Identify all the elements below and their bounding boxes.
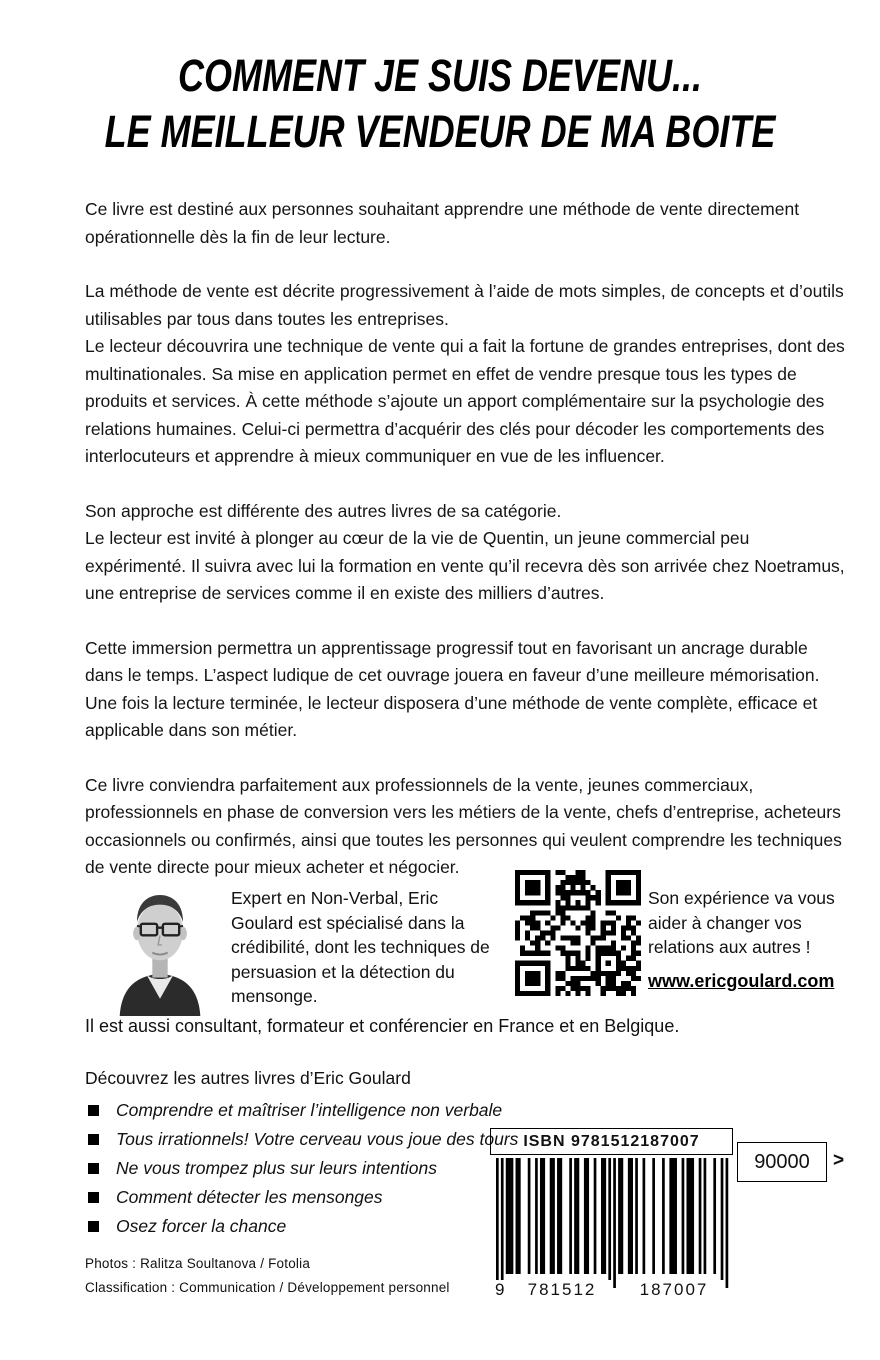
isbn-label: ISBN 9781512187007 <box>490 1128 733 1155</box>
book-title-item: Tous irrationnels! Votre cerveau vous joue des tours <box>116 1129 519 1149</box>
bullet-square-icon <box>88 1221 99 1232</box>
bullet-square-icon <box>88 1163 99 1174</box>
ean-digit-group: 187007 <box>624 1280 724 1300</box>
barcode-area <box>490 1128 855 1323</box>
credits <box>85 1252 450 1300</box>
ean-digit-group: 781512 <box>512 1280 612 1300</box>
other-books-heading: Découvrez les autres livres d’Eric Goulard <box>85 1068 411 1088</box>
synopsis <box>85 196 847 882</box>
list-item <box>88 1212 518 1241</box>
bullet-square-icon <box>88 1192 99 1203</box>
synopsis-paragraph: Le lecteur est invité à plonger au cœur de la vie de Quentin, un jeune commercial peu expérimenté. Il suivra avec lui la formation en vente qu’il recevra dès son arrivée chez Noetramus, une entreprise de services comme il en existe des milliers d’autres. <box>85 528 845 603</box>
ean-digit-group: 9 <box>495 1280 505 1299</box>
synopsis-paragraph: Ce livre est destiné aux personnes souhaitant apprendre une méthode de vente directement opérationnelle dès la fin de leur lecture. <box>85 199 800 247</box>
synopsis-paragraph: Cette immersion permettra un apprentissage progressif tout en favorisant un ancrage durable dans le temps. L’aspect ludique de cet ouvrage jouera en faveur d’une meilleure mémorisation. Une fois la lecture terminée, le lecteur disposera d’une méthode de vente complète, efficace et applicable dans son métier. <box>85 637 820 740</box>
author-bio: Expert en Non-Verbal, Eric Goulard est spécialisé dans la crédibilité, dont les techniques de persuasion et la détection du mensonge. <box>231 888 490 1006</box>
price-arrow: > <box>833 1150 845 1171</box>
title-line-2: LE MEILLEUR VENDEUR DE MA BOITE <box>104 106 776 157</box>
website-link[interactable]: www.ericgoulard.com <box>648 970 835 991</box>
synopsis-paragraph: Ce livre conviendra parfaitement aux professionnels de la vente, jeunes commerciaux, professionnels en phase de conversion vers les métiers de la vente, chefs d’entreprise, acheteurs occasionnels ou confirmés, ainsi que toutes les personnes qui veulent comprendre les techniques de vente directe pour mieux acheter et négocier. <box>85 774 842 877</box>
classification: Classification : Communication / Développement personnel <box>85 1280 450 1295</box>
list-item <box>88 1125 518 1154</box>
price-code-box: 90000 <box>737 1142 827 1182</box>
synopsis-paragraph: Son approche est différente des autres livres de sa catégorie. <box>85 500 562 521</box>
qr-caption: Son expérience va vous aider à changer vos relations aux autres ! <box>648 888 835 957</box>
list-item <box>88 1096 518 1125</box>
author-section <box>0 870 880 1030</box>
qr-caption-block <box>648 886 853 993</box>
title-line-1: COMMENT JE SUIS DEVENU... <box>177 50 703 101</box>
book-title-item: Comprendre et maîtriser l’intelligence non verbale <box>116 1100 503 1120</box>
synopsis-paragraph: Le lecteur découvrira une technique de vente qui a fait la fortune de grandes entreprises, dont des multinationales. Sa mise en application permet en effet de vendre presque tous les types de produits et services. À cette méthode s’ajoute un apport complémentaire sur la psychologie des relations humaines. Celui-ci permettra d’acquérir des clés pour décoder les comportements des interlocuteurs et apprendre à mieux communiquer en vue de les influencer. <box>85 336 845 466</box>
photo-credit: Photos : Ralitza Soultanova / Fotolia <box>85 1256 311 1271</box>
book-title <box>0 48 880 160</box>
list-item <box>88 1154 518 1183</box>
bullet-square-icon <box>88 1105 99 1116</box>
synopsis-paragraph: La méthode de vente est décrite progressivement à l’aide de mots simples, de concepts et d’outils utilisables par tous dans toutes les entreprises. <box>85 281 844 329</box>
book-title-item: Comment détecter les mensonges <box>116 1187 383 1207</box>
list-item <box>88 1183 518 1212</box>
book-title-item: Osez forcer la chance <box>116 1216 287 1236</box>
qr-code <box>515 870 641 996</box>
book-title-item: Ne vous trompez plus sur leurs intentions <box>116 1158 437 1178</box>
other-books-list <box>88 1096 518 1241</box>
consultant-line: Il est aussi consultant, formateur et conférencier en France et en Belgique. <box>85 1016 680 1036</box>
author-photo <box>112 870 208 1018</box>
ean13-barcode <box>492 1158 732 1290</box>
bullet-square-icon <box>88 1134 99 1145</box>
